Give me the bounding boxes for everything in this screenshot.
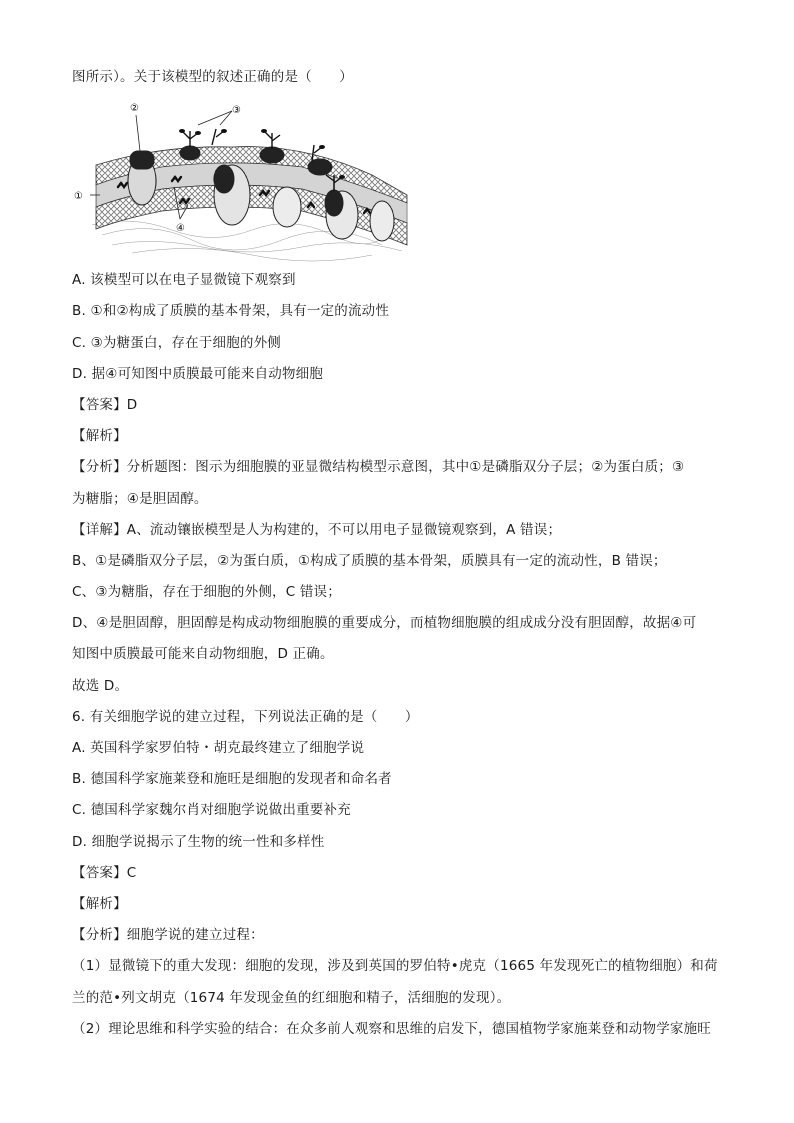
detail-line-d1: D、④是胆固醇，胆固醇是构成动物细胞膜的重要成分，而植物细胞膜的组成成分没有胆固醇，故据④可 xyxy=(72,615,697,632)
label-1: ① xyxy=(74,191,83,203)
q6-point-1a: （1）显微镜下的重大发现：细胞的发现，涉及到英国的罗伯特•虎克（1665 年发现死亡的植物细胞）和荷 xyxy=(72,958,718,975)
answer-label: 【答案】D xyxy=(72,396,138,413)
document-page xyxy=(72,62,727,1045)
detail-line-b: B、①是磷脂双分子层，②为蛋白质，①构成了质膜的基本骨架，质膜具有一定的流动性，B 错误； xyxy=(72,552,667,569)
analysis-line-1: 【分析】分析题图：图示为细胞膜的亚显微结构模型示意图，其中①是磷脂双分子层；②为蛋白质；③ xyxy=(72,459,685,476)
label-3: ③ xyxy=(232,105,241,117)
q6-option-b: B. 德国科学家施莱登和施旺是细胞的发现者和命名者 xyxy=(72,771,392,788)
choice-line: 故选 D。 xyxy=(72,677,129,694)
option-a: A. 该模型可以在电子显微镜下观察到 xyxy=(72,272,296,289)
q6-option-d: D. 细胞学说揭示了生物的统一性和多样性 xyxy=(72,833,325,850)
question-6-stem: 6. 有关细胞学说的建立过程，下列说法正确的是（ ） xyxy=(72,708,419,725)
analysis-line-2: 为糖脂；④是胆固醇。 xyxy=(72,490,208,507)
detail-line-d2: 知图中质膜最可能来自动物细胞，D 正确。 xyxy=(72,646,334,663)
q6-point-1b: 兰的范•列文胡克（1674 年发现金鱼的红细胞和精子，活细胞的发现）。 xyxy=(72,989,511,1006)
q6-option-c: C. 德国科学家魏尔肖对细胞学说做出重要补充 xyxy=(72,802,351,819)
detail-line-c: C、③为糖脂，存在于细胞的外侧，C 错误； xyxy=(72,584,341,601)
q6-option-a: A. 英国科学家罗伯特・胡克最终建立了细胞学说 xyxy=(72,740,365,756)
option-c: C. ③为糖蛋白，存在于细胞的外侧 xyxy=(72,334,282,351)
q6-analysis-intro: 【分析】细胞学说的建立过程： xyxy=(72,927,264,944)
membrane-model-figure xyxy=(72,95,412,265)
analysis-heading: 【解析】 xyxy=(72,428,127,445)
q6-answer: 【答案】C xyxy=(72,864,137,881)
option-b: B. ①和②构成了质膜的基本骨架，具有一定的流动性 xyxy=(72,303,390,320)
membrane-diagram xyxy=(72,95,412,265)
label-2: ② xyxy=(130,103,139,115)
q6-point-2a: （2）理论思维和科学实验的结合：在众多前人观察和思维的启发下，德国植物学家施莱登和动物学家施旺 xyxy=(72,1020,711,1037)
q6-analysis-heading: 【解析】 xyxy=(72,895,127,912)
detail-line-a: 【详解】A、流动镶嵌模型是人为构建的，不可以用电子显微镜观察到，A 错误； xyxy=(72,521,562,538)
option-d: D. 据④可知图中质膜最可能来自动物细胞 xyxy=(72,365,324,382)
question-stem-tail: 图所示）。关于该模型的叙述正确的是（ ） xyxy=(72,69,353,85)
label-4: ④ xyxy=(176,223,185,235)
